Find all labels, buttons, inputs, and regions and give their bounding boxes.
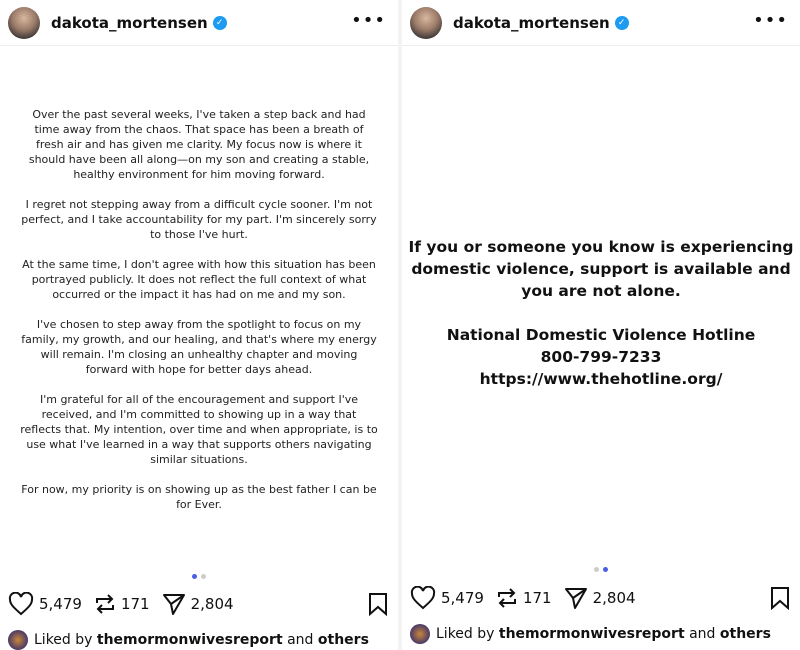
paragraph: At the same time, I don't agree with how this situation has been portrayed publicly. It does not reflect the full context of what occurred or the impact it has had on me and my son. xyxy=(22,258,376,301)
share-count[interactable]: 2,804 xyxy=(190,595,234,613)
post-header xyxy=(0,0,398,46)
liked-prefix: Liked by xyxy=(436,626,495,642)
more-options-icon[interactable]: ••• xyxy=(351,10,386,31)
hotline-name: National Domestic Violence Hotline xyxy=(446,326,756,344)
paragraph: I've chosen to step away from the spotlight to focus on my family, my growth, and our healing, and that's where my energy will remain. I'm closing an unhealthy chapter and moving forward with hope for better days ahead. xyxy=(21,318,377,376)
post-slide-1 xyxy=(0,0,398,650)
like-count[interactable]: 5,479 xyxy=(441,589,484,607)
liker-avatar[interactable] xyxy=(8,630,28,650)
liked-and: and xyxy=(689,626,716,642)
repost-count[interactable]: 171 xyxy=(522,589,552,607)
share-count[interactable]: 2,804 xyxy=(592,589,636,607)
statement-text xyxy=(20,107,378,527)
hotline-text xyxy=(402,236,800,390)
liked-by xyxy=(410,624,771,644)
support-message: If you or someone you know is experiencing domestic violence, support is available and you are not alone. xyxy=(408,238,794,300)
liked-others[interactable]: others xyxy=(719,626,771,642)
share-icon[interactable] xyxy=(162,592,186,616)
verified-badge-icon: ✓ xyxy=(615,16,629,30)
liker-username[interactable]: themormonwivesreport xyxy=(498,626,685,642)
liked-prefix: Liked by xyxy=(34,632,93,648)
share-icon[interactable] xyxy=(564,586,588,610)
dot[interactable] xyxy=(594,567,599,572)
action-bar xyxy=(8,592,388,616)
dot-active[interactable] xyxy=(192,574,197,579)
post-header xyxy=(402,0,800,46)
username[interactable]: dakota_mortensen xyxy=(51,13,208,32)
bookmark-icon[interactable] xyxy=(770,586,790,610)
avatar[interactable] xyxy=(8,7,40,39)
username[interactable]: dakota_mortensen xyxy=(453,13,610,32)
hotline-phone: 800-799-7233 xyxy=(540,348,662,366)
bookmark-icon[interactable] xyxy=(368,592,388,616)
hotline-url[interactable]: https://www.thehotline.org/ xyxy=(479,370,723,388)
liked-by xyxy=(8,630,369,650)
post-slide-2 xyxy=(402,0,800,650)
like-count[interactable]: 5,479 xyxy=(39,595,82,613)
heart-icon[interactable] xyxy=(8,592,34,616)
paragraph: Over the past several weeks, I've taken a step back and had time away from the chaos. That space has been a breath of fresh air and has given me clarity. My focus now is where it should have been all along—on my son and creating a stable, healthy environment for him moving forward. xyxy=(28,108,370,181)
repost-icon[interactable] xyxy=(496,586,518,610)
verified-badge-icon: ✓ xyxy=(213,16,227,30)
carousel-indicator xyxy=(0,574,398,579)
dot-active[interactable] xyxy=(603,567,608,572)
liked-others[interactable]: others xyxy=(317,632,369,648)
paragraph: For now, my priority is on showing up as the best father I can be for Ever. xyxy=(21,483,377,511)
heart-icon[interactable] xyxy=(410,586,436,610)
paragraph: I'm grateful for all of the encouragement and support I've received, and I'm committed to showing up in a way that reflects that. My intention, over time and when appropriate, is to use what I've learned in a way that supports others navigating similar situations. xyxy=(20,393,378,466)
liker-username[interactable]: themormonwivesreport xyxy=(96,632,283,648)
repost-count[interactable]: 171 xyxy=(120,595,150,613)
action-bar xyxy=(410,586,790,610)
paragraph: I regret not stepping away from a difficult cycle sooner. I'm not perfect, and I take accountability for my part. I'm sincerely sorry to those I've hurt. xyxy=(21,198,377,241)
more-options-icon[interactable]: ••• xyxy=(753,10,788,31)
carousel-indicator xyxy=(402,567,800,572)
avatar[interactable] xyxy=(410,7,442,39)
repost-icon[interactable] xyxy=(94,592,116,616)
liked-and: and xyxy=(287,632,314,648)
liker-avatar[interactable] xyxy=(410,624,430,644)
dot[interactable] xyxy=(201,574,206,579)
